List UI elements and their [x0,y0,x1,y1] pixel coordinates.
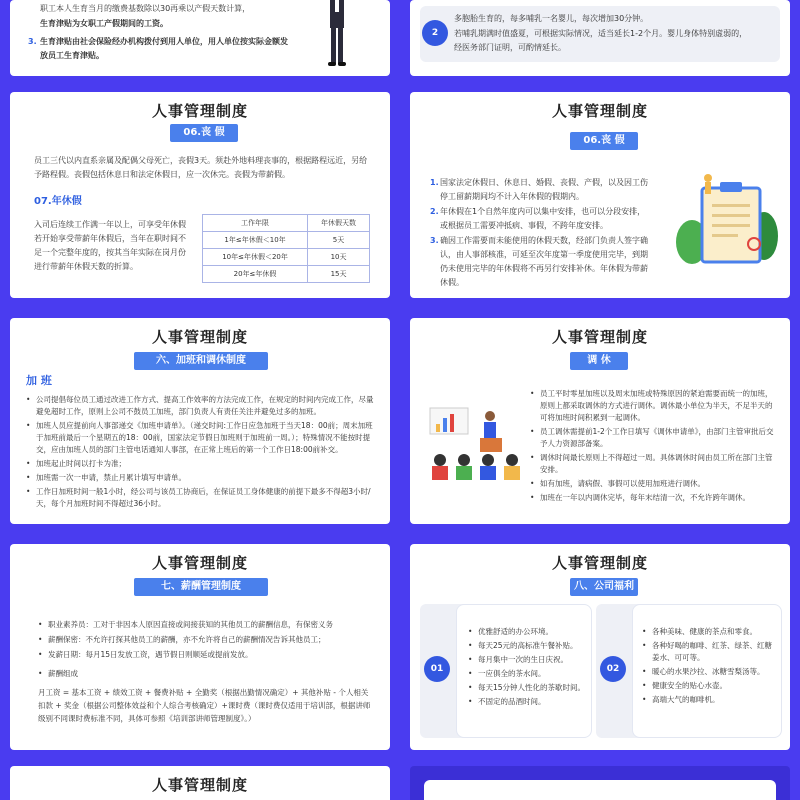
slide-title: 人事管理制度 [151,776,248,794]
table-row: 10年≤年休假＜20年 10天 [203,249,370,266]
annual-leave-heading: 07.年休假 [34,196,82,207]
slide-title: 人事管理制度 [551,102,648,120]
section-pill: 八、公司福利 [570,578,638,596]
list-item: • 加班需一次一申请，禁止月累计填写申请单。 [26,472,378,484]
benefits-list-2 [642,626,776,708]
section-pill: 06.丧 假 [570,132,638,150]
list-item: • 健康安全的贴心水壶。 [642,680,776,692]
slide-title: 人事管理制度 [151,328,248,346]
table-row: 20年≤年休假 15天 [203,266,370,283]
step-number: 2 [422,20,448,46]
list-item: • 高端大气的咖啡机。 [642,694,776,706]
list-item: • 加班起止时间以打卡为准； [26,458,378,470]
list-item: • 加班人员应提前向人事部递交《加班申请单》。（递交时间:工作日应急加班于当天18：00前；周末加班于加班前最后一个星期五的18：00前，国家法定节假日加班则于加班前一周。）；特殊情况不能按时提交，应由加班人员的部门主管电话通知人事部，在正常上班后的第一个工作日18:00前补交。 [26,420,378,456]
maternity-line-2: 生育津贴为女职工产假期间的工资。 [40,19,168,28]
slide-funeral-leave [10,92,390,298]
section-pill: 七、薪酬管理制度 [134,578,268,596]
nursing-line-1: 多胞胎生育的，每多哺乳一名婴儿，每次增加30分钟。 [454,14,649,23]
list-item: • 薪酬组成 [38,667,378,680]
section-pill: 六、加班和调休制度 [134,352,268,370]
list-item: • 如有加班，请病假、事假可以使用加班进行调休。 [530,478,776,490]
nursing-line-2: 若哺乳期满时值盛夏，可根据实际情况，适当延长1-2个月。婴儿身体特别虚弱的，经医务部门证明，可酌情延长。 [454,29,748,52]
benefit-number: 02 [600,656,626,682]
slide-partial-bottom-right [410,766,790,800]
list-item: • 每天15分钟人性化的茶歇时间。 [468,682,586,694]
clipboard-illustration [672,172,782,272]
salary-list [38,618,378,682]
businessman-illustration [316,0,356,70]
list-item: 2. 年休假在1个自然年度内可以集中安排，也可以分段安排，或根据员工需要冲抵病、事假，不跨年度安排。 [430,207,646,230]
slide-title: 人事管理制度 [151,102,248,120]
list-item: • 工作日加班时间一般1小时，经公司与该员工协商后，在保证员工身体健康的前提下最多不得超3小时/天，每个月加班时间不得超过36小时。 [26,486,378,510]
list-item: • 各种美味、健康的茶点和零食。 [642,626,776,638]
list-item: • 加班在一年以内调休完毕，每年末结清一次，不允许跨年调休。 [530,492,776,504]
list-item: • 一应俱全的茶水间。 [468,668,586,680]
list-item: • 每天25元的高标准午餐补贴。 [468,640,586,652]
end-slide-frame [424,780,776,800]
annual-leave-table [202,214,370,283]
list-item: • 调休时间最长原则上不得超过一周。具体调休时间由员工所在部门主管安排。 [530,452,776,476]
overtime-list [26,394,378,512]
table-row: 1年≤年休假＜10年 5天 [203,232,370,249]
slide-annual-leave [410,92,790,298]
slide-salary [10,544,390,750]
list-item: 3. 确因工作需要而未能使用的休假天数，经部门负责人签字确认，由人事部核准，可延至次年度第一季度使用完毕，到期仍未使用完毕的年休假将不再另行安排补休。年休假为带薪休假。 [430,236,648,287]
slide-title: 人事管理制度 [551,328,648,346]
maternity-item-3: 3. 生育津贴由社会保险经办机构拨付到用人单位，用人单位按实际金额发放员工生育津贴。 [28,37,288,60]
list-item: • 发薪日期：每月15日发放工资，遇节假日则顺延或提前发放。 [38,648,378,661]
slide-maternity-2 [410,0,790,76]
slide-overtime [10,318,390,524]
section-pill: 06.丧 假 [170,124,238,142]
annual-leave-list [430,176,650,291]
list-item: • 员工平时零星加班以及周末加班或特殊原因的紧迫需要而统一的加班，原则上都采取调休的方式进行调休。调休最小单位为半天，不足半天的可将加班时间积累到一起调休。 [530,388,776,424]
table-header: 工作年限 [203,215,308,232]
benefit-number: 01 [424,656,450,682]
maternity-line-1: 职工本人生育当月的缴费基数除以30再乘以产假天数计算， [40,4,251,13]
annual-leave-para: 入司后连续工作满一年以上，可享受年休假若开始享受带薪年休假后，当年在职时间不足一个完整年度的，按其当年实际在岗月份进行带薪年休假天数的折算。 [34,220,186,271]
funeral-para: 员工三代以内直系亲属及配偶父母死亡，丧假3天。须赴外地料理丧事的，根据路程远近，另给予路程假。丧假包括休息日和法定休假日，应一次休完。丧假为带薪假。 [34,156,368,179]
slide-title: 人事管理制度 [551,554,648,572]
salary-formula: 月工资 = 基本工资 + 绩效工资 + 餐费补贴 + 全勤奖（根据出勤情况确定）+ 其他补贴 - 个人相关扣款 + 奖金（根据公司整体效益和个人综合考核确定）+课时费（课时费仅适用于培训部，根据讲师级别不同课时费标准不同，具体可参照《培训部讲师管理制度》。） [38,688,371,723]
list-item: • 不固定的品酒时间。 [468,696,586,708]
benefits-list-1 [468,626,586,710]
slide-title: 人事管理制度 [151,554,248,572]
meeting-illustration [426,404,530,484]
list-item: • 公司提倡每位员工通过改进工作方式、提高工作效率的方法完成工作，在规定的时间内完成工作，尽量避免超时工作，原则上公司不鼓员工加班，部门负责人有责任关注并避免过多的加班。 [26,394,378,418]
time-off-list [530,388,776,506]
list-item: • 各种好喝的咖啡、红茶、绿茶、红糖姜水、可可等。 [642,640,776,664]
list-item: • 薪酬保密：不允许打探其他员工的薪酬，亦不允许将自己的薪酬情况告诉其他员工； [38,633,378,646]
nursing-text [454,12,754,56]
list-item: • 员工调休需提前1-2个工作日填写《调休申请单》，由部门主管审批后交予人力资源部备案。 [530,426,776,450]
list-item: 1. 国家法定休假日、休息日、婚假、丧假、产假，以及因工伤停工留薪期间均不计入年休假的假期内。 [430,178,648,201]
list-item: • 职业素养员：工对于非因本人原因直接或间接获知的其他员工的薪酬信息，有保密义务 [38,618,378,631]
list-item: • 暖心的水果沙拉、冰糖雪梨汤等。 [642,666,776,678]
slide-benefits [410,544,790,750]
list-item: • 优雅舒适的办公环境。 [468,626,586,638]
overtime-heading: 加 班 [26,374,52,387]
table-header: 年休假天数 [308,215,370,232]
slide-maternity-1 [10,0,390,76]
list-item: • 每月集中一次的生日庆祝。 [468,654,586,666]
maternity-text [28,2,290,64]
section-pill: 调 休 [570,352,628,370]
slide-time-off [410,318,790,524]
slide-partial-bottom-left [10,766,390,800]
